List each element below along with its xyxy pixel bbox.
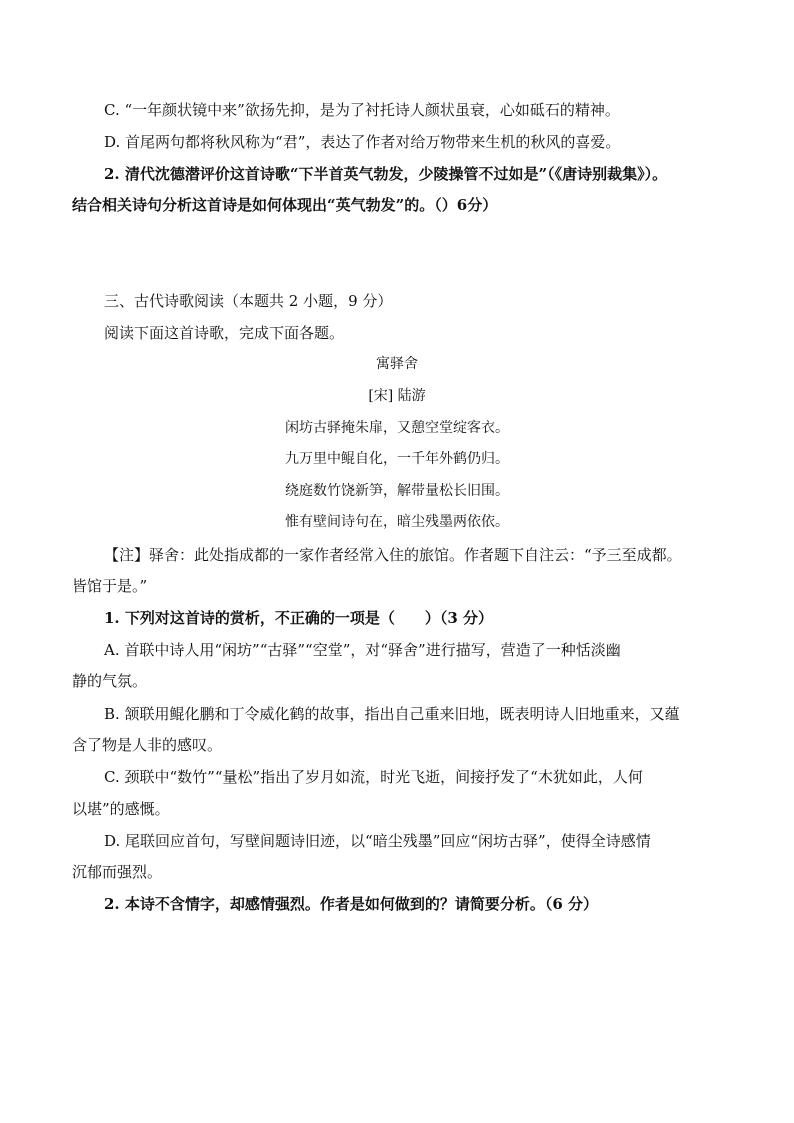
question-2-line-2: 结合相关诗句分析这首诗是如何体现出“英气勃发”的。（）6分） [72,196,498,214]
poem-title: 寓驿舍 [376,356,418,372]
question-2: 2. 本诗不含情字，却感情强烈。作者是如何做到的？请简要分析。（6 分） [104,895,599,913]
poem-line-2: 九万里中鲲自化，一千年外鹤仍归。 [285,451,509,467]
option-b-line-1: B. 颔联用鲲化鹏和丁令威化鹤的故事，指出自己重来旧地，既表明诗人旧地重来，又蕴 [104,705,680,723]
note-line-1: 【注】驿舍：此处指成都的一家作者经常入住的旅馆。作者题下自注云：“予三至成都。 [104,546,682,564]
option-b-line-2: 含了物是人非的感叹。 [72,736,223,754]
poem-author: [宋] 陆游 [368,388,426,404]
poem-line-3: 绕庭数竹饶新笋，解带量松长旧围。 [285,483,509,499]
option-c-line-2: 以堪”的感慨。 [72,800,170,818]
option-d-text: D. 首尾两句都将秋风称为“君”，表达了作者对给万物带来生机的秋风的喜爱。 [104,133,621,151]
option-a-line-2: 静的气氛。 [72,672,148,690]
option-c-line-1: C. 颈联中“数竹”“量松”指出了岁月如流，时光飞逝，间接抒发了“木犹如此，人何 [104,768,643,786]
option-d-line-1: D. 尾联回应首句，写壁间题诗旧迹，以“暗尘残墨”回应“闲坊古驿”，使得全诗感情 [104,832,651,850]
note-line-2: 皆馆于是。” [72,577,148,595]
section-heading: 三、古代诗歌阅读（本题共 2 小题，9 分） [104,292,393,310]
option-a-line-1: A. 首联中诗人用“闲坊”“古驿”“空堂”，对“驿舍”进行描写，营造了一种恬淡幽 [104,641,621,659]
option-c-text: C. “一年颜状镜中来”欲扬先抑，是为了衬托诗人颜状虽衰，心如砥石的精神。 [104,101,620,119]
option-d-line-2: 沉郁而强烈。 [72,863,163,881]
question-2-line-1: 2. 清代沈德潜评价这首诗歌“下半首英气勃发，少陵操管不过如是”（《唐诗别裁集》）。 [104,165,668,183]
poem-line-4: 惟有壁间诗句在，暗尘残墨两依依。 [285,514,509,530]
instruction-text: 阅读下面这首诗歌，完成下面各题。 [104,324,345,342]
question-1: 1. 下列对这首诗的赏析，不正确的一项是（ ）（3 分） [104,609,494,627]
poem-line-1: 闲坊古驿掩朱扉，又憩空堂绽客衣。 [285,420,509,436]
